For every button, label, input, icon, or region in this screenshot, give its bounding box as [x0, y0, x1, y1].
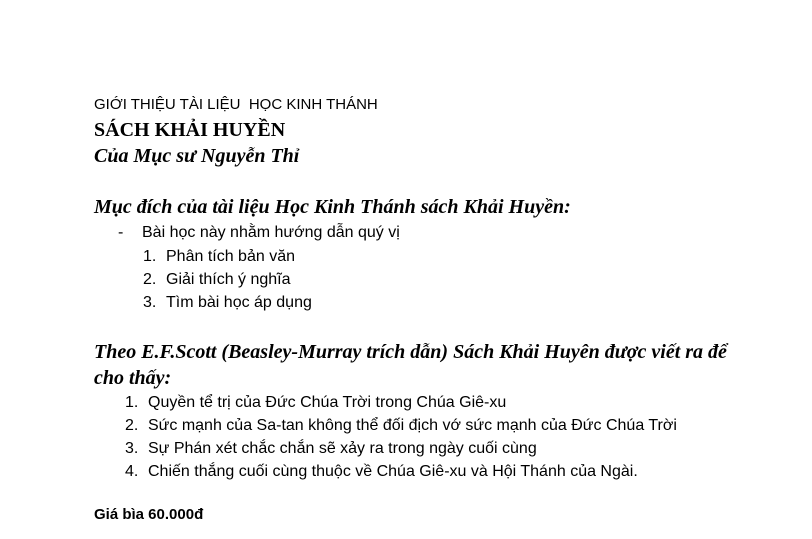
item-text: Quyền tể trị của Đức Chúa Trời trong Chúa Giê-xu — [148, 394, 507, 411]
list-item — [125, 391, 677, 414]
document-author: Của Mục sư Nguyễn Thỉ — [94, 145, 300, 167]
purpose-bullet — [118, 222, 400, 244]
bullet-marker: - — [118, 224, 124, 241]
item-number: 1. — [143, 248, 157, 265]
item-text: Phân tích bản văn — [166, 248, 295, 265]
item-number: 4. — [125, 463, 139, 480]
scott-heading: Theo E.F.Scott (Beasley-Murray trích dẫn) Sách Khải Huyên được viết ra để cho thấy: — [94, 341, 727, 389]
scott-list — [125, 391, 677, 483]
item-number: 2. — [143, 271, 157, 288]
list-item — [143, 268, 312, 291]
item-text: Sức mạnh của Sa-tan không thể đối địch vớ sức mạnh của Đức Chúa Trời — [148, 417, 677, 434]
list-item — [143, 245, 312, 268]
bullet-text: Bài học này nhằm hướng dẫn quý vị — [142, 224, 400, 241]
item-number: 2. — [125, 417, 139, 434]
item-text: Chiến thắng cuối cùng thuộc về Chúa Giê-xu và Hội Thánh của Ngài. — [148, 463, 638, 480]
document-kicker: GIỚI THIỆU TÀI LIỆU HỌC KINH THÁNH — [94, 96, 378, 113]
cover-price: Giá bìa 60.000đ — [94, 506, 204, 523]
list-item — [125, 414, 677, 437]
list-item — [143, 291, 312, 314]
item-number: 3. — [143, 294, 157, 311]
item-number: 1. — [125, 394, 139, 411]
item-number: 3. — [125, 440, 139, 457]
purpose-list — [143, 245, 312, 314]
item-text: Sự Phán xét chắc chắn sẽ xảy ra trong ngày cuối cùng — [148, 440, 537, 457]
purpose-heading: Mục đích của tài liệu Học Kinh Thánh sách Khải Huyền: — [94, 196, 571, 218]
list-item — [125, 460, 677, 483]
item-text: Giải thích ý nghĩa — [166, 271, 291, 288]
list-item — [125, 437, 677, 460]
item-text: Tìm bài học áp dụng — [166, 294, 312, 311]
document-title: SÁCH KHẢI HUYỀN — [94, 119, 286, 141]
